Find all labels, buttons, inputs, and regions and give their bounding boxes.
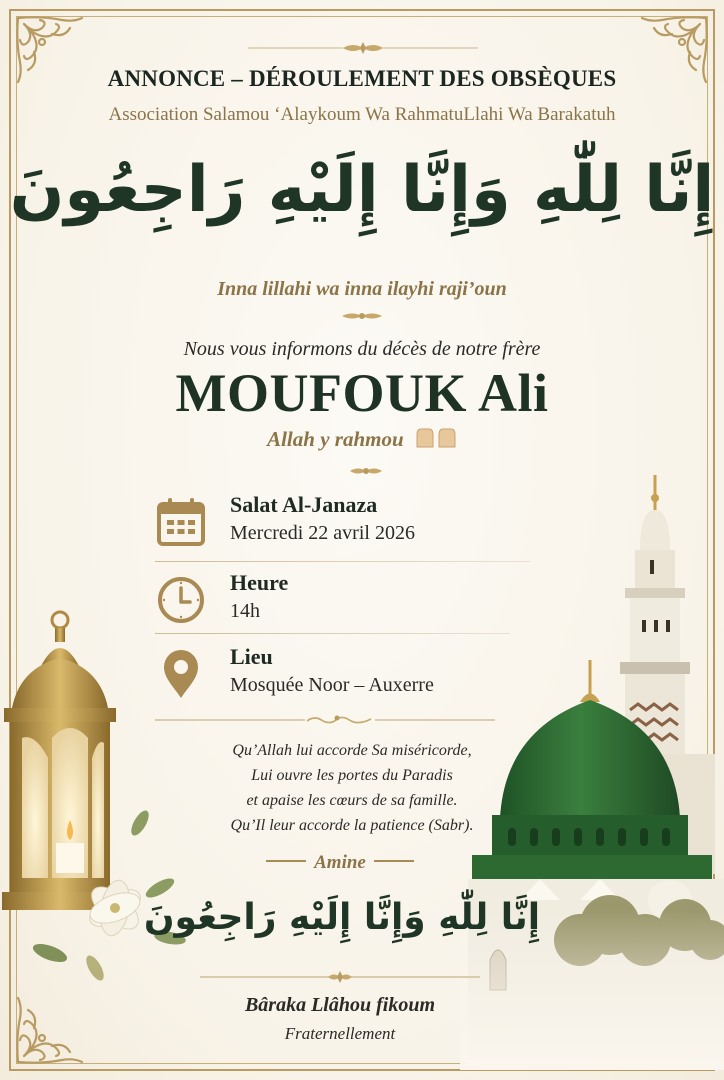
- detail-label: Salat Al-Janaza: [230, 492, 378, 517]
- praying-hands-icon: [415, 427, 457, 449]
- amine-line: [0, 852, 702, 874]
- calendar-icon: [155, 496, 207, 548]
- row-separator: [155, 633, 510, 634]
- detail-value-location: Mosquée Noor – Auxerre: [230, 674, 434, 696]
- association-name: Association Salamou ‘Alaykoum Wa RahmatuLlahi Wa Barakatuh: [108, 104, 616, 125]
- section-divider-icon: [155, 713, 495, 727]
- signoff: Fraternellement: [284, 1024, 396, 1043]
- top-divider-ornament-icon: [248, 40, 478, 56]
- arabic-calligraphy-istirja: إِنَّا لِلّٰهِ وَإِنَّا إِلَيْهِ رَاجِعُونَ: [9, 153, 715, 227]
- detail-label: Lieu: [230, 644, 273, 669]
- dua-line: Lui ouvre les portes du Paradis: [251, 767, 453, 784]
- section-divider-icon: [200, 970, 480, 984]
- amine-text: Amine: [314, 852, 366, 873]
- dua-text: [0, 738, 714, 838]
- dash-ornament: [266, 860, 306, 862]
- arabic-calligraphy-closing: إِنَّا لِلّٰهِ وَإِنَّا إِلَيْهِ رَاجِعُونَ: [143, 897, 541, 938]
- deceased-name: MOUFOUK Ali: [175, 363, 549, 423]
- death-announcement-intro: Nous vous informons du décès de notre frère: [183, 338, 541, 360]
- dua-line: Qu’Il leur accorde la patience (Sabr).: [230, 817, 474, 834]
- section-divider-icon: [152, 309, 572, 323]
- prayer-text: [0, 427, 724, 452]
- detail-label: Heure: [230, 570, 289, 595]
- dua-line: Qu’Allah lui accorde Sa miséricorde,: [232, 742, 472, 759]
- detail-value-time: 14h: [230, 600, 260, 622]
- baraka-closing: Bâraka Llâhou fikoum: [244, 994, 436, 1016]
- dua-line: et apaise les cœurs de sa famille.: [246, 792, 458, 809]
- dash-ornament: [374, 860, 414, 862]
- prayer-label: Allah y rahmou: [267, 427, 404, 451]
- transliteration: Inna lillahi wa inna ilayhi raji’oun: [217, 278, 507, 300]
- announcement-title: ANNONCE – DÉROULEMENT DES OBSÈQUES: [107, 66, 617, 91]
- detail-value-date: Mercredi 22 avril 2026: [230, 522, 415, 544]
